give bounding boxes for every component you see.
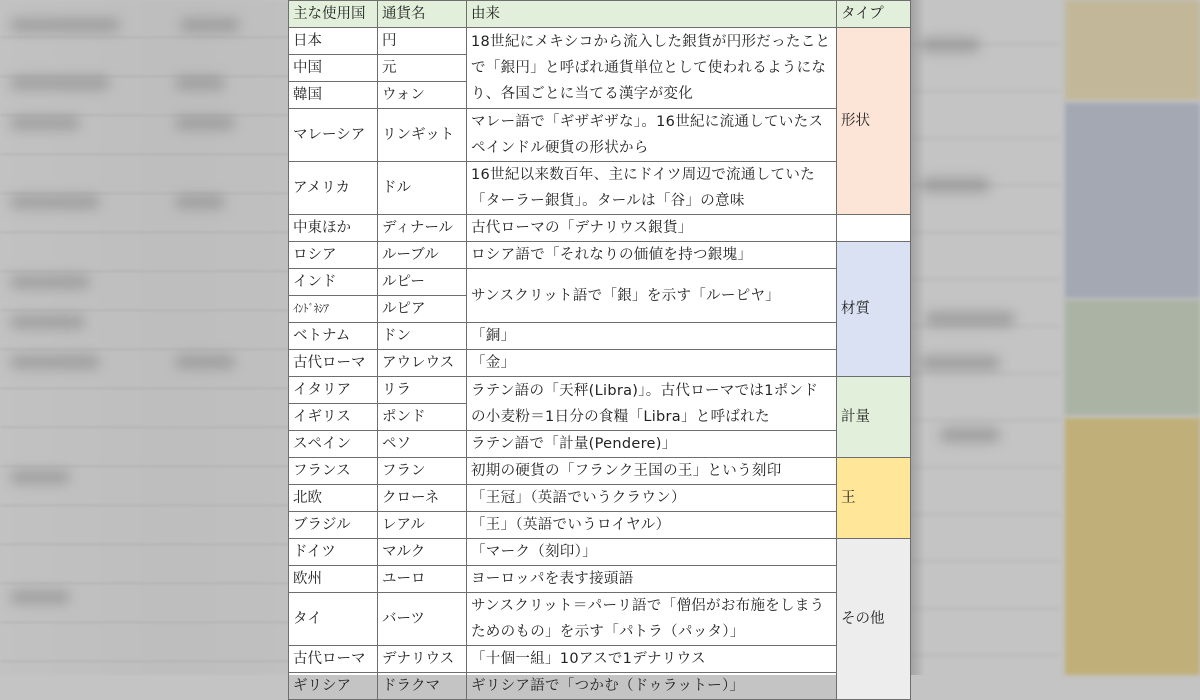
blurred-text [10,315,85,329]
cell-currency: アウレウス [378,350,467,377]
cell-currency: フラン [378,458,467,485]
table-row [289,215,911,242]
table-row [289,269,911,296]
cell-type-shape: 形状 [837,28,911,215]
cell-currency: ルーブル [378,242,467,269]
cell-currency: ユーロ [378,566,467,593]
cell-currency: ウォン [378,82,467,109]
blurred-text [175,76,225,90]
cell-type-king: 王 [837,458,911,539]
blurred-text [10,18,120,32]
cell-origin: 16世紀以来数百年、主にドイツ周辺で流通していた「ターラー銀貨」。タールは「谷」の意味 [467,162,837,215]
cell-currency: ディナール [378,215,467,242]
cell-currency: ポンド [378,404,467,431]
header-origin: 由来 [467,1,837,28]
table-row [289,673,911,700]
cell-currency: ドン [378,323,467,350]
table-row [289,350,911,377]
cell-currency: 円 [378,28,467,55]
table-row [289,485,911,512]
cell-country: アメリカ [289,162,378,215]
currency-origin-table [288,0,911,700]
cell-currency: ドル [378,162,467,215]
table-row [289,377,911,404]
table-row [289,28,911,55]
blurred-cell-green [1065,300,1200,415]
cell-country: マレーシア [289,109,378,162]
cell-origin: ラテン語の「天秤(Libra)」。古代ローマでは1ポンドの小麦粉＝1日分の食糧「Libra」と呼ばれた [467,377,837,431]
blurred-cell-yellow [1065,418,1200,675]
cell-country: ｲﾝﾄﾞﾈｼｱ [289,296,378,323]
blurred-text [10,195,100,209]
cell-country: ギリシア [289,673,378,700]
cell-country: 古代ローマ [289,646,378,673]
cell-country: イギリス [289,404,378,431]
blurred-background-right [910,0,1200,675]
table-row [289,323,911,350]
cell-origin: 「銅」 [467,323,837,350]
blurred-text [175,355,235,369]
cell-country: イタリア [289,377,378,404]
header-row [289,1,911,28]
blurred-text [10,76,110,90]
blurred-column [910,0,1060,675]
header-currency: 通貨名 [378,1,467,28]
table-row [289,109,911,162]
cell-currency: バーツ [378,593,467,646]
cell-country: 韓国 [289,82,378,109]
header-type: タイプ [837,1,911,28]
blurred-text [175,195,225,209]
cell-currency: リンギット [378,109,467,162]
cell-currency: ドラクマ [378,673,467,700]
cell-currency: クローネ [378,485,467,512]
cell-currency: マルク [378,539,467,566]
blurred-text [175,116,235,130]
cell-country: 中東ほか [289,215,378,242]
cell-country: タイ [289,593,378,646]
cell-country: 欧州 [289,566,378,593]
blurred-text [940,428,1000,442]
cell-country: 古代ローマ [289,350,378,377]
blurred-text [925,312,1015,326]
blurred-text [180,18,240,32]
cell-type-material: 材質 [837,242,911,377]
cell-origin: 古代ローマの「デナリウス銀貨」 [467,215,837,242]
cell-currency: リラ [378,377,467,404]
cell-origin: ラテン語で「計量(Pendere)」 [467,431,837,458]
table-row [289,431,911,458]
cell-origin: サンスクリット＝パーリ語で「僧侶がお布施をしまうためのもの」を示す「パトラ（パッタ）」 [467,593,837,646]
cell-origin: サンスクリット語で「銀」を示す「ルーピヤ」 [467,269,837,323]
cell-origin: マレー語で「ギザギザな」。16世紀に流通していたスペインドル硬貨の形状から [467,109,837,162]
blurred-cell-tan [1065,0,1200,100]
blurred-text [920,356,1000,370]
cell-origin: ギリシア語で「つかむ（ドゥラットー）」 [467,673,837,700]
cell-type-measure: 計量 [837,377,911,458]
cell-currency: ルピー [378,269,467,296]
blurred-text [10,275,90,289]
cell-currency: ルピア [378,296,467,323]
cell-currency: デナリウス [378,646,467,673]
blurred-text [10,590,70,604]
cell-country: インド [289,269,378,296]
cell-country: ブラジル [289,512,378,539]
table-row [289,458,911,485]
cell-origin: 「王」（英語でいうロイヤル） [467,512,837,539]
currency-origin-table-sheet [288,0,910,694]
cell-country: フランス [289,458,378,485]
blurred-text [920,38,980,52]
cell-origin: 18世紀にメキシコから流入した銀貨が円形だったことで「銀円」と呼ばれ通貨単位として使われるようになり、各国ごとに当てる漢字が変化 [467,28,837,109]
blurred-text [10,470,70,484]
cell-country: ドイツ [289,539,378,566]
table-row [289,539,911,566]
cell-origin: 「マーク（刻印）」 [467,539,837,566]
cell-country: 日本 [289,28,378,55]
table-row [289,566,911,593]
table-row [289,162,911,215]
cell-type-other: その他 [837,539,911,700]
cell-country: 北欧 [289,485,378,512]
cell-currency: ペソ [378,431,467,458]
cell-country: スペイン [289,431,378,458]
table-row [289,593,911,646]
cell-country: ベトナム [289,323,378,350]
cell-origin: 「王冠」（英語でいうクラウン） [467,485,837,512]
cell-country: 中国 [289,55,378,82]
cell-currency: 元 [378,55,467,82]
header-country: 主な使用国 [289,1,378,28]
cell-origin: ヨーロッパを表す接頭語 [467,566,837,593]
cell-currency: レアル [378,512,467,539]
blurred-cell-blue [1065,103,1200,298]
table-row [289,512,911,539]
blurred-background-left [0,0,290,675]
cell-origin: 初期の硬貨の「フランク王国の王」という刻印 [467,458,837,485]
cell-origin: ロシア語で「それなりの価値を持つ銀塊」 [467,242,837,269]
blurred-text [10,116,80,130]
table-row [289,646,911,673]
cell-country: ロシア [289,242,378,269]
blurred-text [920,178,990,192]
cell-origin: 「金」 [467,350,837,377]
table-row [289,242,911,269]
blurred-text [10,355,100,369]
cell-origin: 「十個一組」10アスで1デナリウス [467,646,837,673]
